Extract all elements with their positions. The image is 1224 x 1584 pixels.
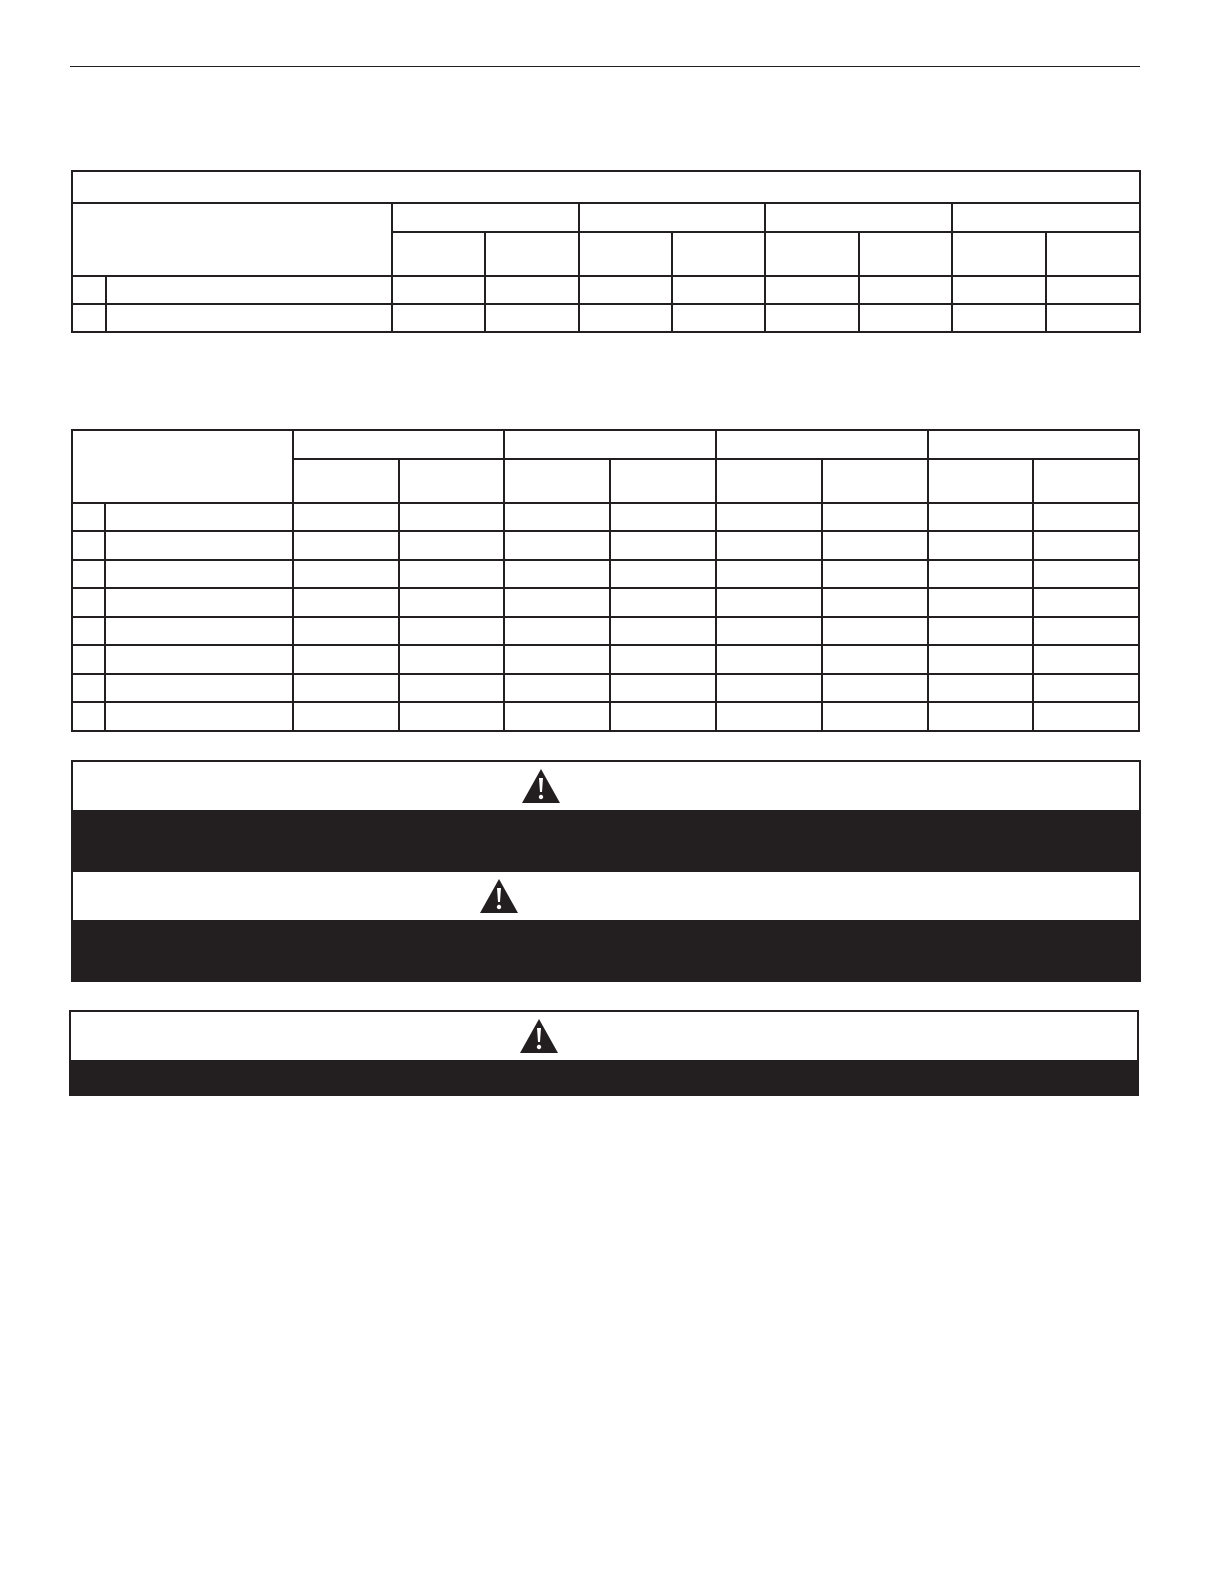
- warning-2-body: [73, 920, 1139, 982]
- warning-box-1: [71, 760, 1141, 982]
- warning-box-2: [69, 1010, 1139, 1096]
- table-2-frame: [72, 430, 1139, 731]
- warning-1-body: [73, 810, 1139, 872]
- warning-triangle-icon: [521, 768, 561, 804]
- warning-1-header: [73, 762, 1139, 810]
- warning-2-header: [73, 872, 1139, 920]
- warning-3-body: [71, 1060, 1137, 1096]
- warning-3-header: [71, 1012, 1137, 1060]
- warning-triangle-icon: [479, 878, 519, 914]
- warning-triangle-icon: [519, 1018, 559, 1054]
